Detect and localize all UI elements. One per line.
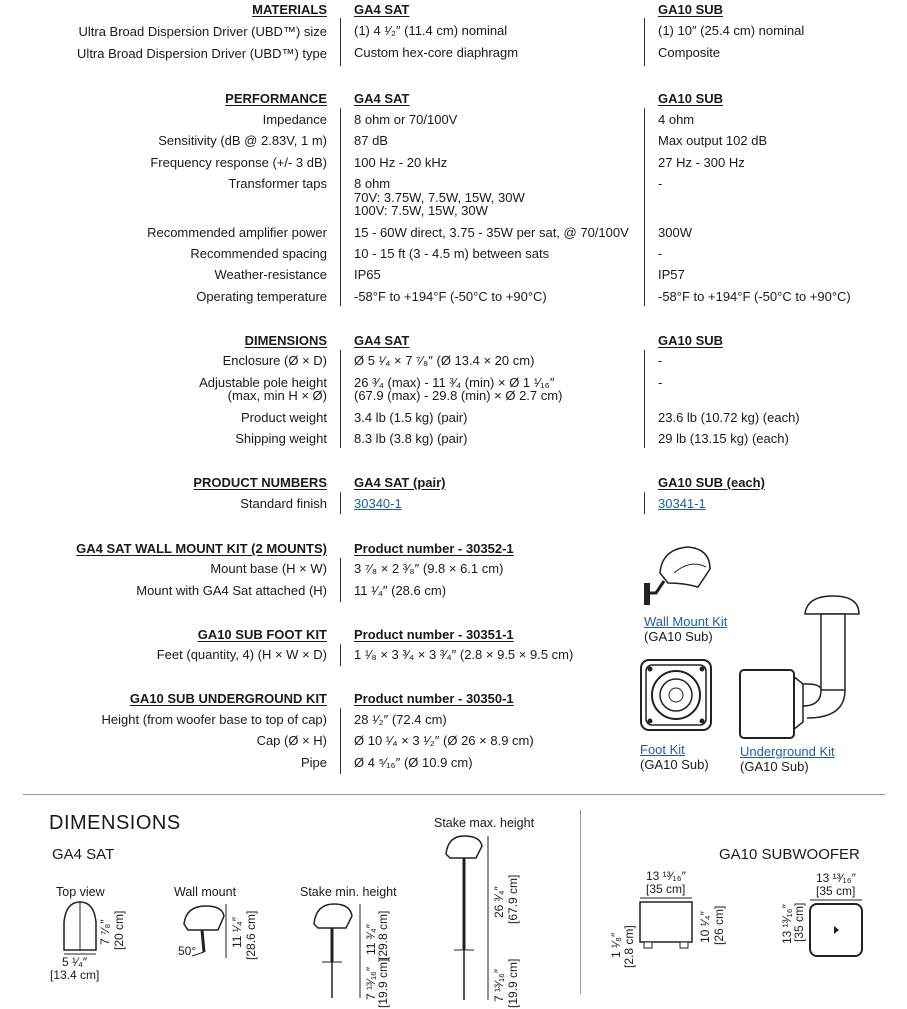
spec-label: Feet (quantity, 4) (H × W × D)	[156, 647, 327, 662]
spec-label: Enclosure (Ø × D)	[222, 353, 327, 368]
drawings-title: DIMENSIONS	[49, 812, 181, 834]
column-divider	[644, 18, 645, 66]
performance-col1-heading: GA4 SAT	[354, 91, 410, 106]
stake-min-stake-in: 7 ¹³⁄₁₆″	[364, 966, 378, 1000]
spec-value: 3 ⁷⁄₈ × 2 ³⁄₈″ (9.8 × 6.1 cm)	[354, 561, 504, 576]
wall-mount-height-in: 11 ¹⁄₄″	[230, 917, 244, 948]
column-divider	[340, 492, 341, 514]
spec-label: Height (from woofer base to top of cap)	[101, 712, 327, 727]
underground-kit-sub: (GA10 Sub)	[740, 759, 809, 774]
spec-value: Custom hex-core diaphragm	[354, 45, 519, 60]
wall-mount-kit-link[interactable]: Wall Mount Kit	[644, 614, 728, 629]
foot-kit-heading: GA10 SUB FOOT KIT	[197, 627, 327, 642]
column-divider	[340, 108, 341, 306]
spec-label: (max, min H × Ø)	[227, 388, 327, 403]
spec-value: 100V: 7.5W, 15W, 30W	[354, 203, 488, 218]
spec-label: Operating temperature	[196, 289, 327, 304]
product-numbers-col1-heading: GA4 SAT (pair)	[354, 475, 446, 490]
spec-label: Cap (Ø × H)	[256, 733, 327, 748]
dimensions-col2-heading: GA10 SUB	[658, 333, 724, 348]
spec-value: IP65	[354, 267, 381, 282]
spec-value: 100 Hz - 20 kHz	[354, 155, 448, 170]
spec-value: -	[658, 246, 663, 261]
spec-label: Weather-resistance	[214, 267, 327, 282]
spec-value: -	[658, 375, 663, 390]
materials-heading: MATERIALS	[252, 2, 327, 17]
sub-top-width-in: 13 ¹³⁄₁₆″	[816, 871, 856, 885]
foot-kit-product-number: Product number - 30351-1	[354, 627, 514, 642]
spec-value: 27 Hz - 300 Hz	[658, 155, 745, 170]
spec-value: 10 - 15 ft (3 - 4.5 m) between sats	[354, 246, 550, 261]
spec-label: Pipe	[300, 755, 327, 770]
spec-label: Transformer taps	[228, 176, 327, 191]
spec-label: Mount with GA4 Sat attached (H)	[136, 583, 327, 598]
spec-value: Ø 4 ⁵⁄₁₆″ (Ø 10.9 cm)	[354, 755, 473, 770]
spec-value: Max output 102 dB	[658, 133, 768, 148]
column-divider	[644, 492, 645, 514]
spec-value: 8 ohm or 70/100V	[354, 112, 458, 127]
drawings-divider	[580, 810, 581, 994]
section-divider	[23, 794, 885, 795]
wall-mount-kit-sub: (GA10 Sub)	[644, 629, 713, 644]
spec-value: (67.9 (max) - 29.8 (min) × Ø 2.7 cm)	[354, 388, 563, 403]
stake-max-height-in: 26 ³⁄₄″	[492, 886, 506, 918]
spec-value: 87 dB	[354, 133, 388, 148]
top-view-width-cm: [13.4 cm]	[50, 968, 100, 982]
product-numbers-col2-heading: GA10 SUB (each)	[658, 475, 765, 490]
spec-value: Ø 5 ¹⁄₄ × 7 ⁷⁄₈″ (Ø 13.4 × 20 cm)	[354, 353, 535, 368]
sub-front-drawing	[636, 896, 696, 956]
top-view-height-cm: [20 cm]	[112, 910, 126, 950]
ga10-sub-drawings-title: GA10 SUBWOOFER	[719, 846, 860, 863]
underground-kit-heading: GA10 SUB UNDERGROUND KIT	[129, 691, 327, 706]
wall-mount-kit-heading: GA4 SAT WALL MOUNT KIT (2 MOUNTS)	[76, 541, 327, 556]
spec-value: Composite	[658, 45, 721, 60]
wall-mount-kit-image	[640, 543, 720, 609]
sub-front-width-in: 13 ¹³⁄₁₆″	[646, 869, 686, 883]
foot-kit-link[interactable]: Foot Kit	[640, 742, 685, 757]
sub-front-height-in: 10 ¹⁄₄″	[698, 911, 712, 943]
foot-kit-sub: (GA10 Sub)	[640, 757, 709, 772]
sub-front-feet-in: 1 ¹⁄₈″	[609, 932, 623, 958]
spec-label: Frequency response (+/- 3 dB)	[150, 155, 327, 170]
stake-max-stake-in: 7 ¹³⁄₁₆″	[492, 968, 506, 1002]
column-divider	[644, 350, 645, 448]
dimensions-col1-heading: GA4 SAT	[354, 333, 410, 348]
spec-label: Mount base (H × W)	[210, 561, 327, 576]
sub-front-width-cm: [35 cm]	[646, 882, 686, 896]
spec-label: Adjustable pole height	[199, 375, 327, 390]
column-divider	[340, 18, 341, 66]
dimensions-heading: DIMENSIONS	[244, 333, 327, 348]
stake-min-height-in: 11 ³⁄₄″	[364, 924, 378, 955]
sub-top-height-cm: [35 cm]	[792, 902, 806, 942]
wall-mount-caption: Wall mount	[174, 885, 237, 899]
column-divider	[340, 644, 341, 666]
spec-value: (1) 4 ¹⁄₂″ (11.4 cm) nominal	[354, 23, 508, 38]
column-divider	[340, 708, 341, 774]
materials-col2-heading: GA10 SUB	[658, 2, 724, 17]
wall-mount-kit-product-number: Product number - 30352-1	[354, 541, 514, 556]
performance-col2-heading: GA10 SUB	[658, 91, 724, 106]
stake-min-height-cm: [29.8 cm]	[376, 910, 390, 960]
stake-max-height-cm: [67.9 cm]	[506, 874, 520, 924]
spec-value: 11 ¹⁄₄″ (28.6 cm)	[354, 583, 447, 598]
wall-mount-angle: 50°	[178, 944, 197, 958]
spec-value: IP57	[658, 267, 685, 282]
top-view-drawing	[60, 900, 100, 956]
stake-max-stake-cm: [19.9 cm]	[506, 958, 520, 1008]
stake-min-stake-cm: [19.9 cm]	[376, 958, 390, 1008]
spec-value: -	[658, 176, 663, 191]
sub-top-width-cm: [35 cm]	[816, 884, 856, 898]
stake-max-drawing	[444, 832, 496, 1004]
top-view-caption: Top view	[56, 885, 105, 899]
spec-label: Impedance	[262, 112, 327, 127]
spec-value: 28 ¹⁄₂″ (72.4 cm)	[354, 712, 447, 727]
stake-max-caption: Stake max. height	[434, 816, 535, 830]
spec-value: 1 ¹⁄₈ × 3 ³⁄₄ × 3 ³⁄₄″ (2.8 × 9.5 × 9.5 cm)	[354, 647, 574, 662]
sub-front-feet-cm: [2.8 cm]	[622, 925, 636, 968]
underground-kit-link[interactable]: Underground Kit	[740, 744, 835, 759]
spec-value: 23.6 lb (10.72 kg) (each)	[658, 410, 800, 425]
spec-value: 29 lb (13.15 kg) (each)	[658, 431, 789, 446]
spec-label: Ultra Broad Dispersion Driver (UBD™) type	[77, 46, 327, 61]
spec-value: 26 ³⁄₄ (max) - 11 ³⁄₄ (min) × Ø 1 ¹⁄₁₆″	[354, 375, 555, 390]
spec-label: Ultra Broad Dispersion Driver (UBD™) size	[78, 24, 327, 39]
spec-value: 4 ohm	[658, 112, 695, 127]
foot-kit-image	[639, 658, 713, 732]
spec-value: 8.3 lb (3.8 kg) (pair)	[354, 431, 468, 446]
stake-min-drawing	[310, 900, 370, 1002]
spec-value: 8 ohm	[354, 176, 391, 191]
ga4-sat-drawings-title: GA4 SAT	[52, 846, 115, 863]
spec-label: Product weight	[241, 410, 327, 425]
spec-value: 70V: 3.75W, 7.5W, 15W, 30W	[354, 190, 525, 205]
spec-label: Shipping weight	[235, 431, 327, 446]
underground-kit-product-number: Product number - 30350-1	[354, 691, 514, 706]
ga4-sat-product-link[interactable]: 30340-1	[354, 496, 402, 511]
column-divider	[644, 108, 645, 306]
spec-value: 300W	[658, 225, 692, 240]
product-numbers-heading: PRODUCT NUMBERS	[193, 475, 327, 490]
stake-min-caption: Stake min. height	[300, 885, 397, 899]
sub-top-drawing	[806, 898, 866, 960]
spec-value: -58°F to +194°F (-50°C to +90°C)	[658, 289, 851, 304]
spec-label: Standard finish	[240, 496, 327, 511]
spec-value: 3.4 lb (1.5 kg) (pair)	[354, 410, 468, 425]
spec-value: 15 - 60W direct, 3.75 - 35W per sat, @ 70/100V	[354, 225, 629, 240]
ga10-sub-product-link[interactable]: 30341-1	[658, 496, 706, 511]
materials-col1-heading: GA4 SAT	[354, 2, 410, 17]
column-divider	[340, 558, 341, 602]
sub-top-height-in: 13 ¹³⁄₁₆″	[780, 904, 794, 944]
spec-value: -	[658, 353, 663, 368]
performance-heading: PERFORMANCE	[225, 91, 327, 106]
spec-label: Sensitivity (dB @ 2.83V, 1 m)	[158, 133, 327, 148]
top-view-width-in: 5 ¹⁄₄″	[62, 955, 88, 969]
column-divider	[340, 350, 341, 448]
sub-front-height-cm: [26 cm]	[712, 905, 726, 945]
spec-value: Ø 10 ¹⁄₄ × 3 ¹⁄₂″ (Ø 26 × 8.9 cm)	[354, 733, 534, 748]
spec-value: -58°F to +194°F (-50°C to +90°C)	[354, 289, 547, 304]
wall-mount-height-cm: [28.6 cm]	[244, 910, 258, 960]
underground-kit-image	[737, 592, 862, 742]
spec-label: Recommended amplifier power	[147, 225, 327, 240]
spec-value: (1) 10″ (25.4 cm) nominal	[658, 23, 805, 38]
spec-label: Recommended spacing	[190, 246, 327, 261]
top-view-height-in: 7 ⁷⁄₈″	[98, 919, 112, 945]
